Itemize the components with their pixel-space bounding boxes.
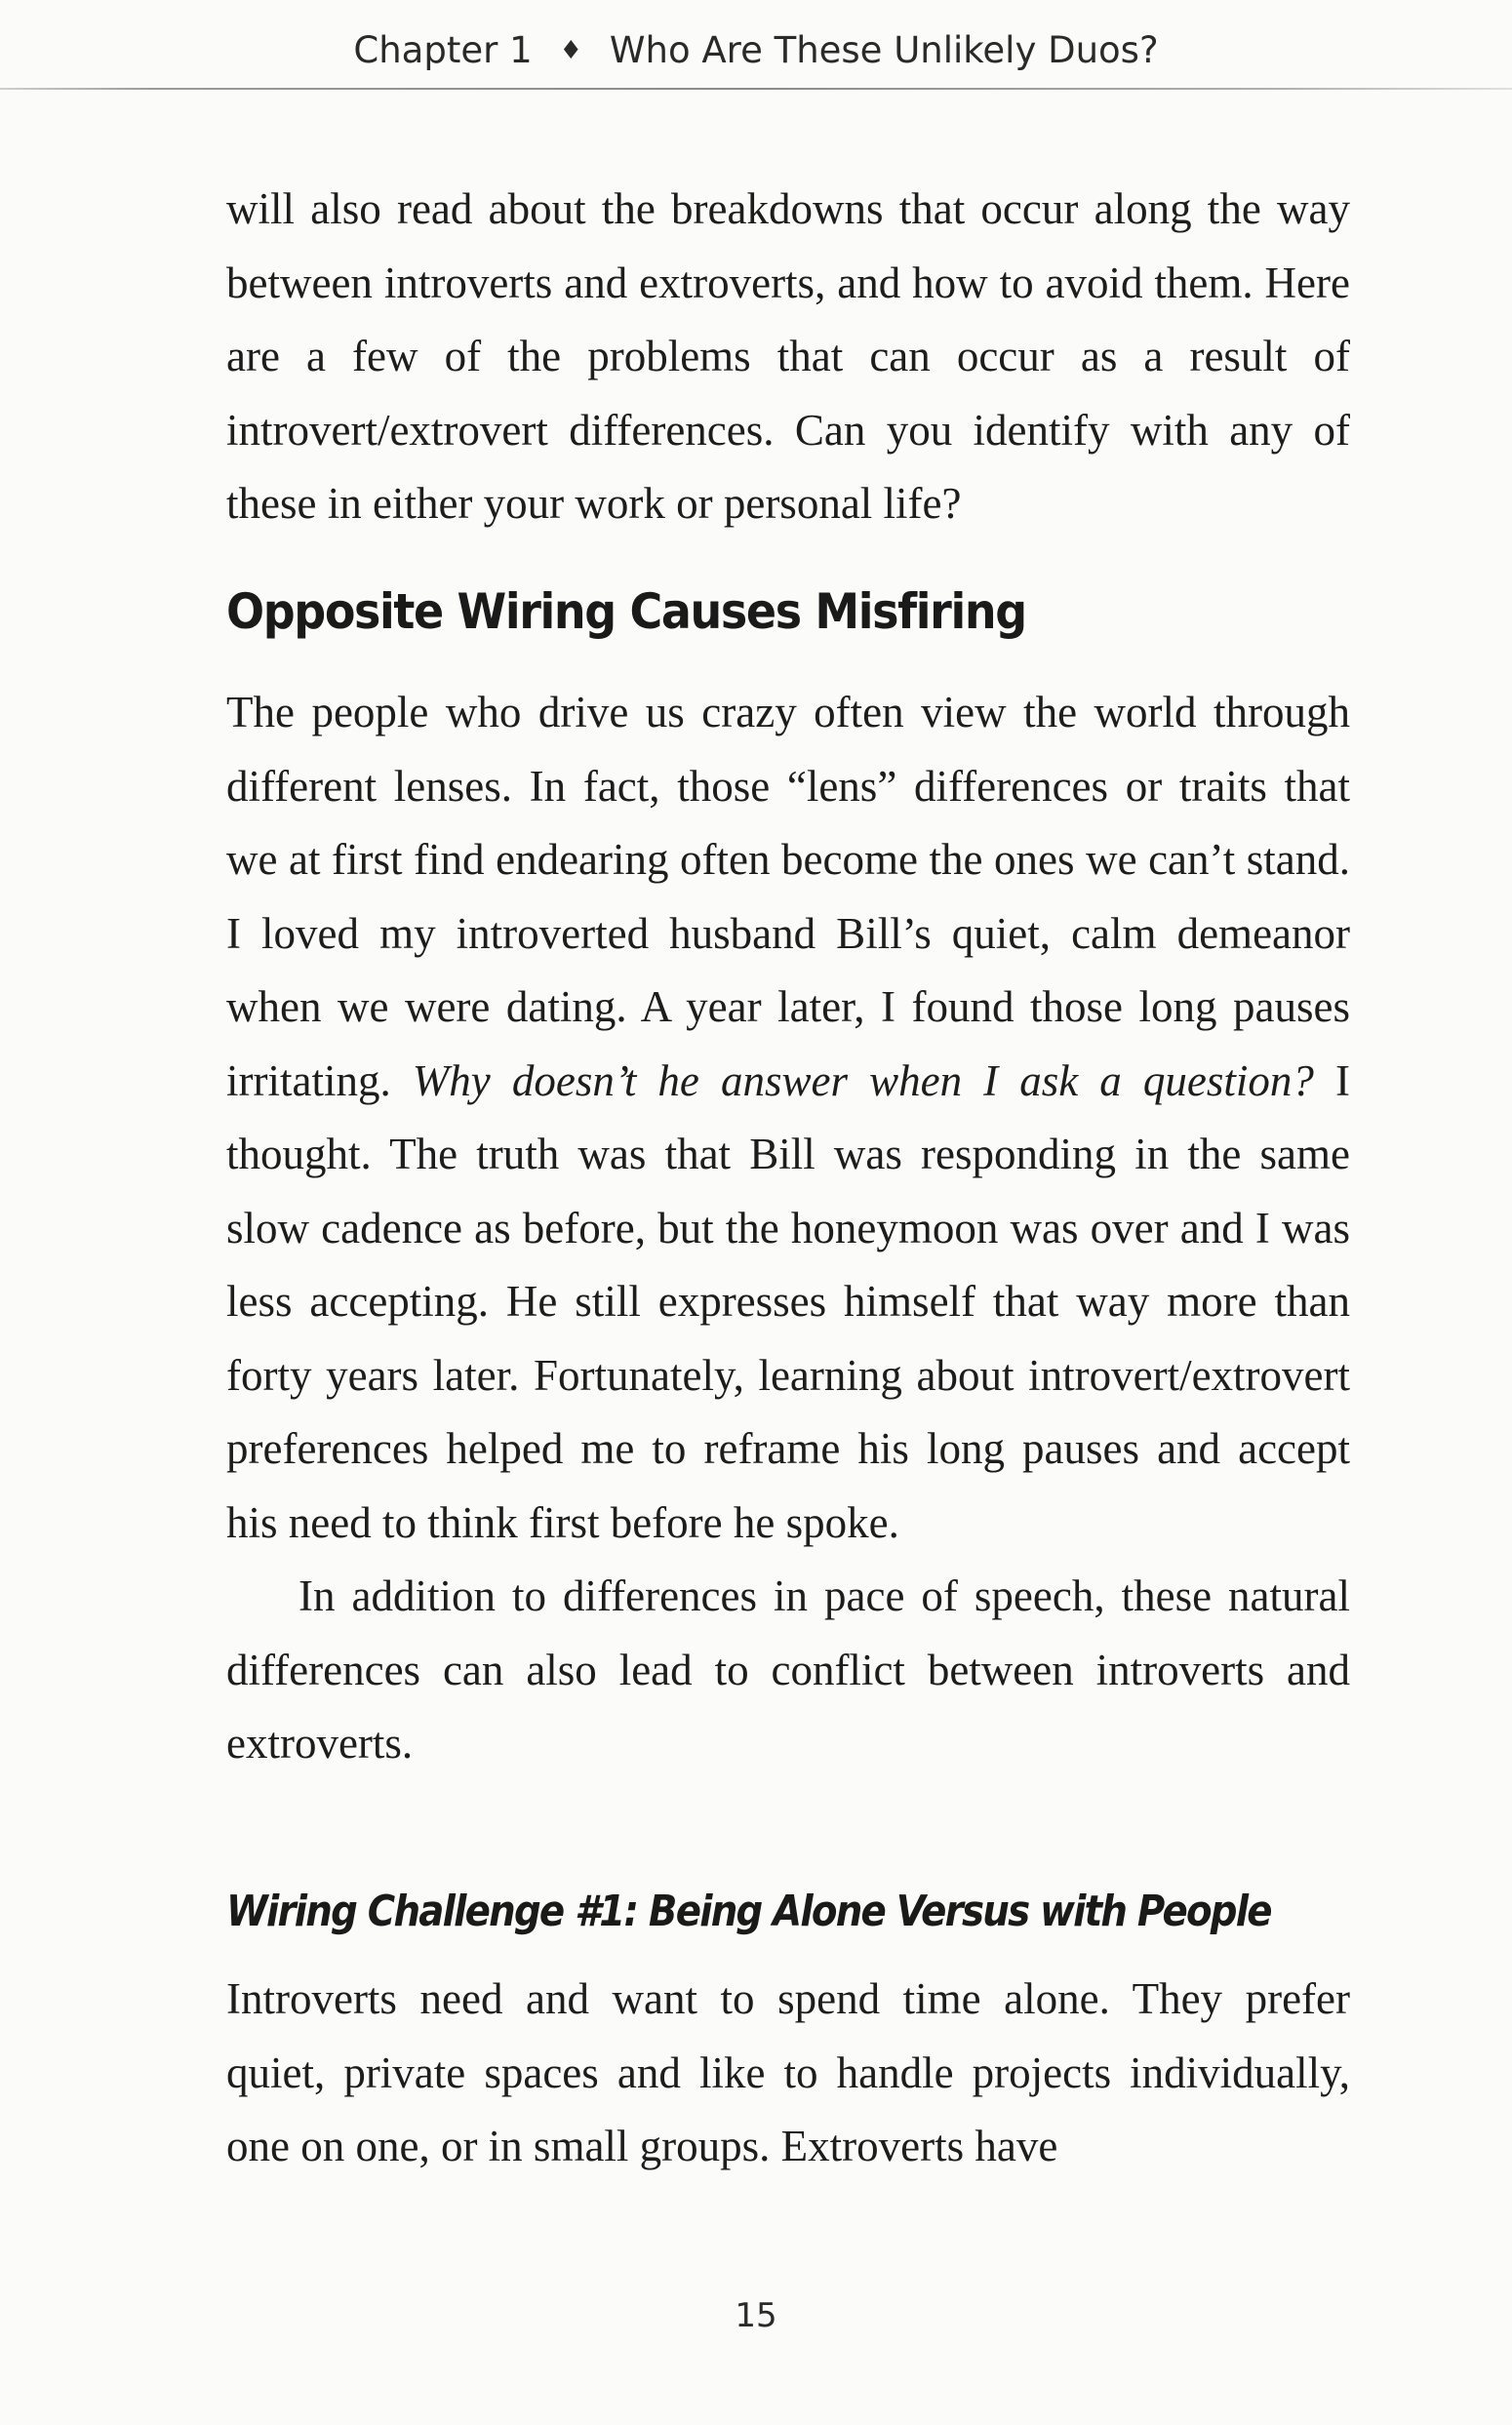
- running-header: [0, 29, 1512, 71]
- paragraph-text-part-1: The people who drive us crazy often view the world through different lenses. In fact, those “lens” differences or traits that we at first find endearing often become the ones we can’t stand. I loved my introverted husband Bill’s quiet, calm demeanor when we were dating. A year later, I found those long pauses irritating.: [226, 688, 1350, 1105]
- section-heading: Opposite Wiring Causes Misfiring: [226, 583, 1026, 640]
- chapter-label: Chapter 1: [353, 29, 533, 71]
- subsection-heading: Wiring Challenge #1: Being Alone Versus with People: [226, 1887, 1271, 1936]
- paragraph-natural-differences: In addition to differences in pace of speech, these natural differences can also lead to conflict between introverts and extroverts.: [226, 1571, 1350, 1768]
- paragraph-body-group: [226, 676, 1350, 1781]
- header-rule: [0, 88, 1512, 90]
- paragraph-bill-anecdote: [226, 676, 1350, 1560]
- paragraph-text: Introverts need and want to spend time alone. They prefer quiet, private spaces and like to handle projects individually, one on one, or in small groups. Extroverts have: [226, 1974, 1350, 2170]
- paragraph-text-part-2: I thought. The truth was that Bill was responding in the same slow cadence as before, but the honeymoon was over and I was less accepting. He still expresses himself that way more than forty years later. Fortunately, learning about introvert/extrovert preferences helped me to reframe his long pauses and accept his need to think first before he spoke.: [226, 1055, 1350, 1547]
- italic-question: Why doesn’t he answer when I ask a question?: [412, 1055, 1314, 1105]
- paragraph-intro-continuation: [226, 173, 1350, 541]
- diamond-separator-icon: ♦: [559, 36, 582, 65]
- page-number: 15: [735, 2296, 777, 2335]
- paragraph-alone-versus-people: [226, 1963, 1350, 2184]
- chapter-title: Who Are These Unlikely Duos?: [609, 29, 1159, 71]
- paragraph-text: will also read about the breakdowns that occur along the way between introverts and extroverts, and how to avoid them. Here are a few of the problems that can occur as a result of introvert/extrovert differences. Can you identify with any of these in either your work or personal life?: [226, 184, 1350, 528]
